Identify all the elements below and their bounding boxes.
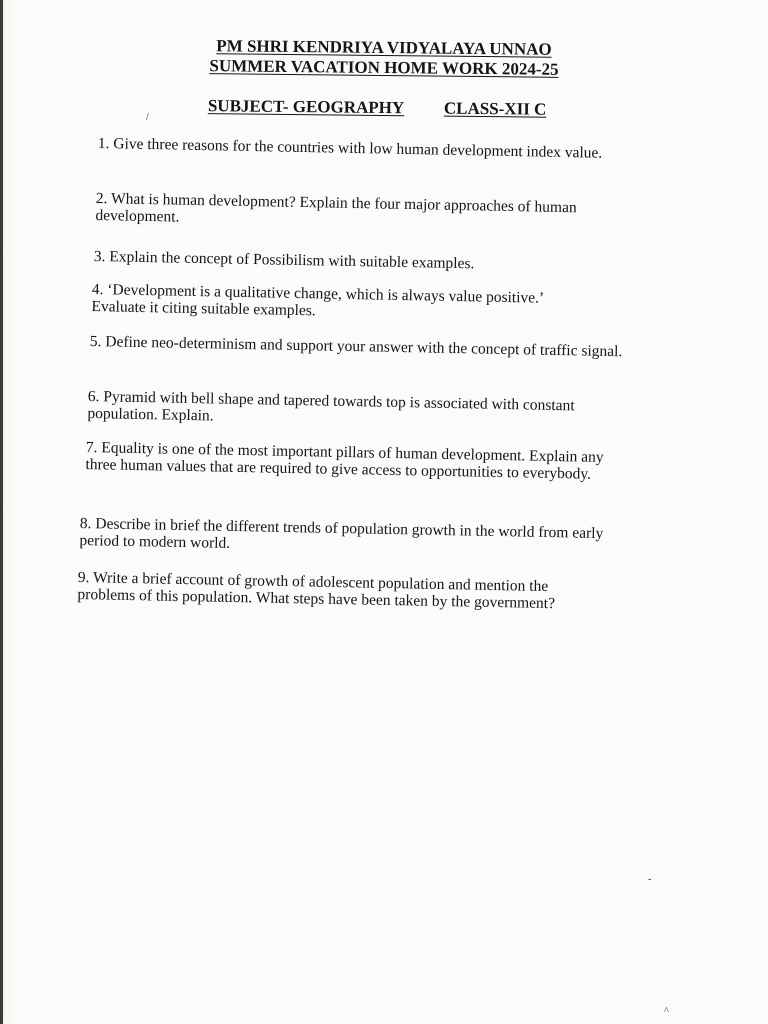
question-7: 7. Equality is one of the most important pillars of human development. Explain any three human values that are required to give access to opportunities to everybody. <box>85 439 604 483</box>
question-6: 6. Pyramid with bell shape and tapered towards top is associated with constant population. Explain. <box>87 388 575 425</box>
scan-mark: ^ <box>664 1006 669 1017</box>
subject-class-line <box>0 94 768 119</box>
homework-title: SUMMER VACATION HOME WORK 2024-25 <box>209 56 559 79</box>
question-3: 3. Explain the concept of Possibilism with suitable examples. <box>93 248 475 273</box>
question-8: 8. Describe in brief the different trends of population growth in the world from early period to modern world. <box>79 515 604 552</box>
subject-label: SUBJECT- GEOGRAPHY <box>207 96 405 118</box>
scan-mark: - <box>648 874 652 885</box>
question-1: 1. Give three reasons for the countries with low human development index value. <box>97 135 603 162</box>
page-edge-shadow <box>0 0 3 1024</box>
question-9: 9. Write a brief account of growth of adolescent population and mention the problems of this population. What steps have been taken by the government? <box>77 569 556 613</box>
class-label: CLASS-XII C <box>443 98 547 119</box>
question-2: 2. What is human development? Explain the four major approaches of human development. <box>95 190 577 226</box>
school-name: PM SHRI KENDRIYA VIDYALAYA UNNAO <box>216 36 552 59</box>
question-4: 4. ‘Development is a qualitative change, which is always value positive.’ Evaluate it citing suitable examples. <box>91 281 544 320</box>
scan-mark: / <box>146 112 149 123</box>
question-5: 5. Define neo-determinism and support your answer with the concept of traffic signal. <box>89 333 623 361</box>
